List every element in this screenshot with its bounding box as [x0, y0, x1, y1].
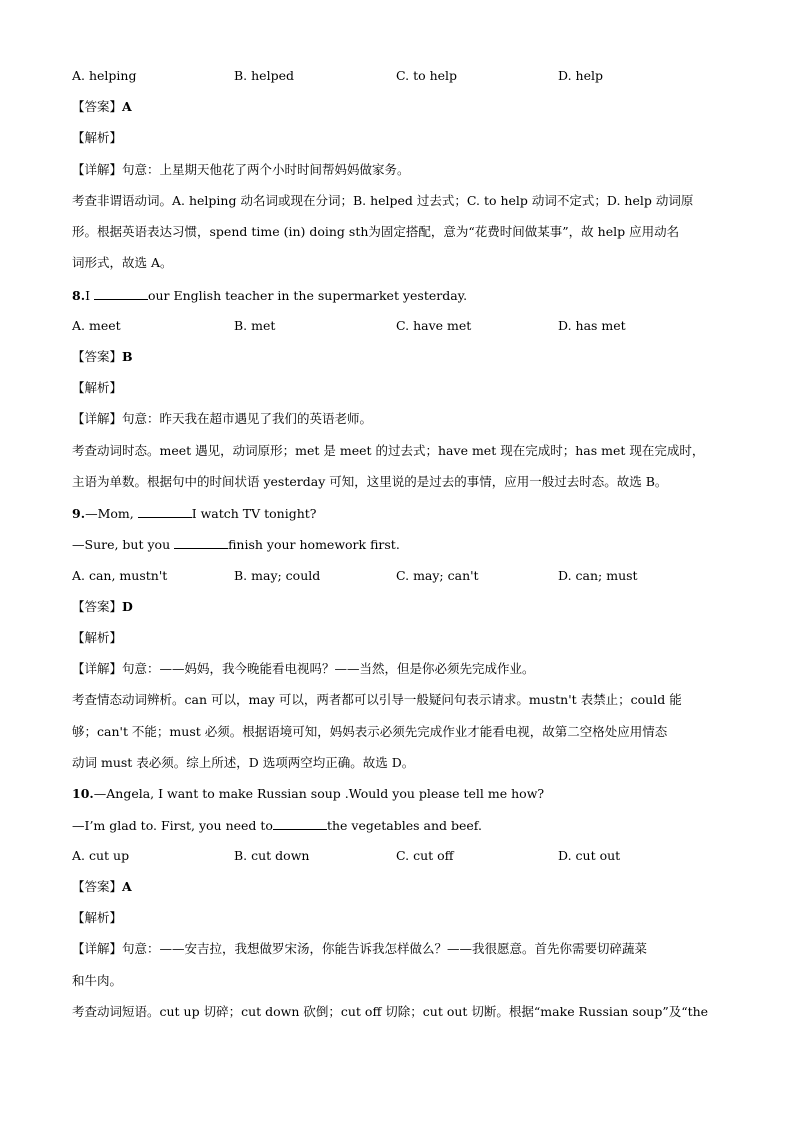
q9-explanation-line: 够；can't 不能；must 必须。根据语境可知，妈妈表示必须先完成作业才能看电视，故第二空格处应用情态 [72, 724, 668, 739]
q10-answer [72, 879, 132, 895]
answer-value: D [122, 599, 133, 614]
stem-text: —Sure, but you [72, 537, 175, 552]
q8-explanation-line: 主语为单数。根据句中的时间状语 yesterday 可知，这里说的是过去的事情，应用一般过去时态。故选 B。 [72, 474, 668, 489]
answer-blank [138, 505, 192, 518]
q8-options [72, 318, 732, 334]
q9-stem-line-1 [72, 505, 317, 522]
q9-option-a: A. can, mustn't [72, 568, 168, 583]
answer-blank [94, 287, 148, 300]
meaning-text: 句意：——安吉拉，我想做罗宋汤，你能告诉我怎样做么？——我很愿意。首先你需要切碎蔬菜 [122, 941, 648, 956]
meaning-text: 句意：昨天我在超市遇见了我们的英语老师。 [122, 411, 373, 426]
q8-option-c: C. have met [396, 318, 472, 333]
q7-option-d: D. help [558, 68, 603, 83]
q9-answer [72, 599, 133, 615]
q7-explanation-line: 词形式，故选 A。 [72, 255, 173, 270]
q8-explanation-line: 考查动词时态。meet 遇见，动词原形；met 是 meet 的过去式；have met 现在完成时；has met 现在完成时， [72, 443, 705, 458]
q8-answer [72, 349, 133, 365]
detail-label: 【详解】 [72, 162, 123, 177]
answer-blank [273, 817, 327, 830]
q9-explanation-line: 考查情态动词辨析。can 可以，may 可以，两者都可以引导一般疑问句表示请求。mustn't 表禁止；could 能 [72, 692, 682, 707]
q7-options [72, 68, 732, 84]
answer-label: 【答案】 [72, 879, 123, 894]
answer-label: 【答案】 [72, 599, 123, 614]
q10-explanation-line: 考查动词短语。cut up 切碎；cut down 砍倒；cut off 切除；cut out 切断。根据“make Russian soup”及“the [72, 1004, 709, 1019]
q7-option-c: C. to help [396, 68, 458, 83]
q10-options [72, 848, 732, 864]
meaning-text: 句意：——妈妈，我今晚能看电视吗？——当然，但是你必须先完成作业。 [122, 661, 535, 676]
q10-detail [72, 941, 647, 957]
q8-option-d: D. has met [558, 318, 626, 333]
detail-label: 【详解】 [72, 941, 123, 956]
q9-analysis-label: 【解析】 [72, 630, 123, 645]
q7-option-b: B. helped [234, 68, 294, 83]
stem-text: —Mom, [85, 506, 138, 521]
q10-stem-line-2 [72, 817, 482, 834]
q8-analysis-label: 【解析】 [72, 380, 123, 395]
detail-label: 【详解】 [72, 661, 123, 676]
answer-value: B [122, 349, 133, 364]
q10-analysis-label: 【解析】 [72, 910, 123, 925]
q7-answer [72, 99, 132, 115]
question-number: 8. [72, 288, 86, 303]
stem-text: the vegetables and beef. [326, 818, 482, 833]
q10-meaning-line: 和牛肉。 [72, 973, 123, 988]
answer-label: 【答案】 [72, 99, 123, 114]
q7-explanation-line: 形。根据英语表达习惯，spend time (in) doing sth为固定搭配，意为“花费时间做某事”，故 help 应用动名 [72, 224, 680, 239]
q10-option-b: B. cut down [234, 848, 310, 863]
q9-detail [72, 661, 535, 677]
stem-text: finish your homework first. [228, 537, 400, 552]
q7-detail [72, 162, 410, 178]
q10-stem-line-1 [72, 786, 544, 802]
detail-label: 【详解】 [72, 411, 123, 426]
q7-explanation-line: 考查非谓语动词。A. helping 动名词或现在分词；B. helped 过去式；C. to help 动词不定式；D. help 动词原 [72, 193, 694, 208]
meaning-text: 句意：上星期天他花了两个小时时间帮妈妈做家务。 [122, 162, 410, 177]
q8-detail [72, 411, 372, 427]
answer-blank [174, 536, 228, 549]
q8-option-a: A. meet [72, 318, 121, 333]
q7-analysis-label: 【解析】 [72, 130, 123, 145]
q7-option-a: A. helping [72, 68, 137, 83]
stem-text: our English teacher in the supermarket yesterday. [147, 288, 468, 303]
q10-option-a: A. cut up [72, 848, 130, 863]
q8-stem [72, 287, 467, 304]
stem-text: —I’m glad to. First, you need to [72, 818, 273, 833]
q8-option-b: B. met [234, 318, 276, 333]
q9-stem-line-2 [72, 536, 400, 553]
q9-options [72, 568, 732, 584]
answer-value: A [122, 99, 132, 114]
q10-option-c: C. cut off [396, 848, 454, 863]
question-number: 9. [72, 506, 86, 521]
q9-explanation-line: 动词 must 表必须。综上所述，D 选项两空均正确。故选 D。 [72, 755, 415, 770]
q9-option-d: D. can; must [558, 568, 638, 583]
q10-option-d: D. cut out [558, 848, 621, 863]
stem-text: I [85, 288, 94, 303]
stem-text: I watch TV tonight? [191, 506, 317, 521]
answer-label: 【答案】 [72, 349, 123, 364]
stem-text: —Angela, I want to make Russian soup .Would you please tell me how? [93, 786, 545, 801]
q9-option-c: C. may; can't [396, 568, 479, 583]
question-number: 10. [72, 786, 94, 801]
answer-value: A [122, 879, 132, 894]
q9-option-b: B. may; could [234, 568, 321, 583]
